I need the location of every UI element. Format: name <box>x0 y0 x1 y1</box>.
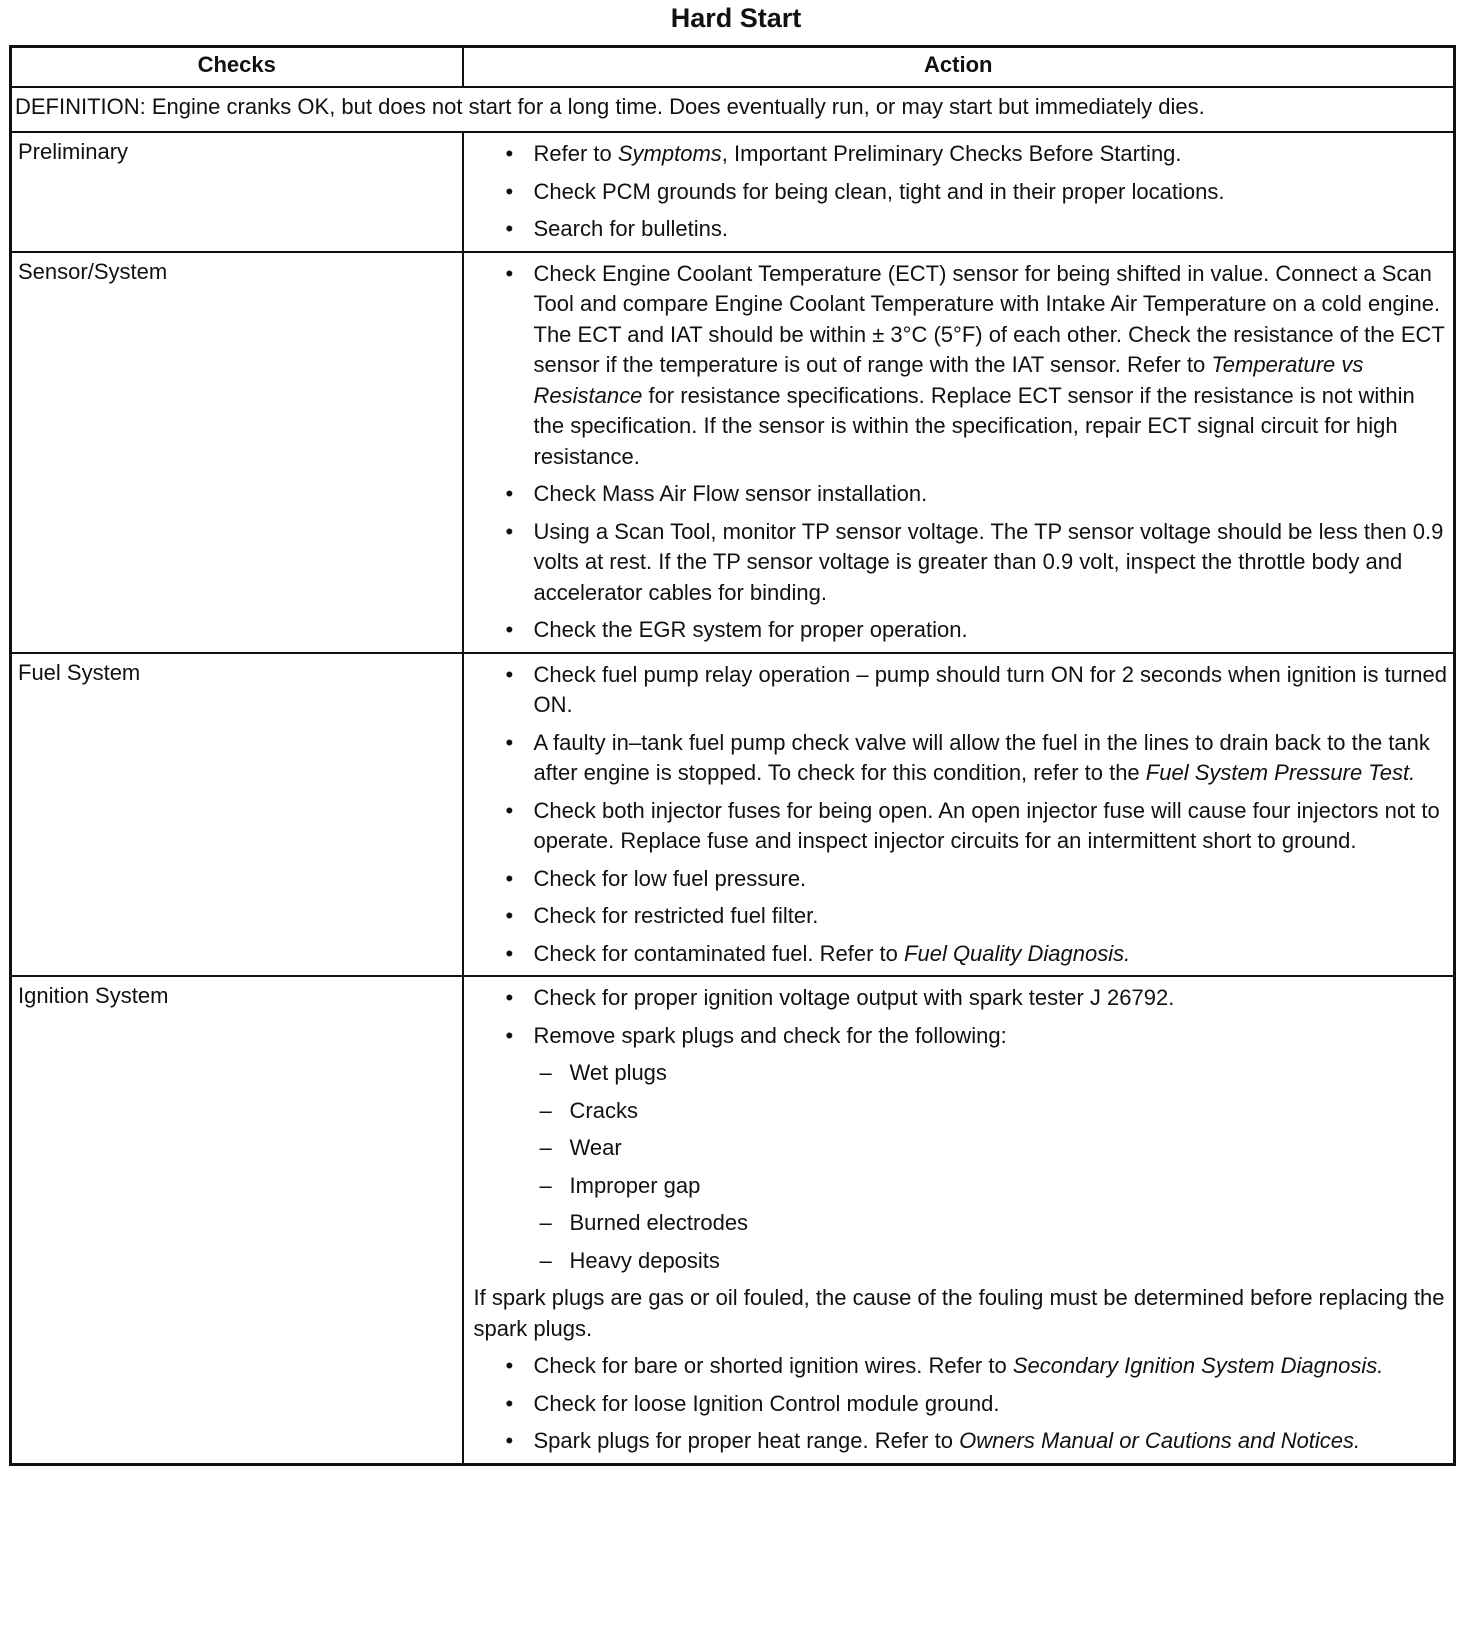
list-item: • Check for proper ignition voltage output with spark tester J 26792. <box>472 983 1450 1014</box>
list-item: – Heavy deposits <box>472 1246 1450 1277</box>
action-cell-fuel-system <box>463 653 1455 977</box>
list-item: • Refer to Symptoms, Important Preliminary Checks Before Starting. <box>472 139 1450 170</box>
list-item: • Check for contaminated fuel. Refer to Fuel Quality Diagnosis. <box>472 939 1450 970</box>
check-label-preliminary: Preliminary <box>11 132 463 252</box>
list-item: – Improper gap <box>472 1171 1450 1202</box>
list-item: • Check Mass Air Flow sensor installation. <box>472 479 1450 510</box>
table-row <box>11 132 1455 252</box>
action-cell-ignition-system <box>463 976 1455 1464</box>
list-item: • Spark plugs for proper heat range. Refer to Owners Manual or Cautions and Notices. <box>472 1426 1450 1457</box>
header-row <box>11 47 1455 88</box>
header-checks: Checks <box>11 47 463 88</box>
list-item: • Using a Scan Tool, monitor TP sensor voltage. The TP sensor voltage should be less then 0.9 volts at rest. If the TP sensor voltage is greater than 0.9 volt, inspect the throttle body and accelerator cables for binding. <box>472 517 1450 609</box>
hard-start-table <box>9 45 1456 1466</box>
table-row <box>11 653 1455 977</box>
check-label-sensor-system: Sensor/System <box>11 252 463 653</box>
list-item: – Burned electrodes <box>472 1208 1450 1239</box>
fouling-note: If spark plugs are gas or oil fouled, the cause of the fouling must be determined before replacing the spark plugs. <box>473 1285 1445 1341</box>
list-item: • A faulty in–tank fuel pump check valve will allow the fuel in the lines to drain back to the tank after engine is stopped. To check for this condition, refer to the Fuel System Pressure Test. <box>472 728 1450 789</box>
page-title: Hard Start <box>670 3 802 33</box>
table-row <box>11 976 1455 1464</box>
list-item: • Check for low fuel pressure. <box>472 864 1450 895</box>
list-item: • Check for restricted fuel filter. <box>472 901 1450 932</box>
list-item: • Search for bulletins. <box>472 214 1450 245</box>
table-row <box>11 252 1455 653</box>
list-item: – Wear <box>472 1133 1450 1164</box>
action-cell-sensor-system <box>463 252 1455 653</box>
list-item: – Wet plugs <box>472 1058 1450 1089</box>
list-item: • Check Engine Coolant Temperature (ECT) sensor for being shifted in value. Connect a Scan Tool and compare Engine Coolant Temperature with Intake Air Temperature on a cold engine. The ECT and IAT should be within ± 3°C (5°F) of each other. Check the resistance of the ECT sensor if the temperature is out of range with the IAT sensor. Refer to Temperature vs Resistance for resistance specifications. Replace ECT sensor if the resistance is not within the specification. If the sensor is within the specification, repair ECT signal circuit for high resistance. <box>472 259 1450 473</box>
list-item: – Cracks <box>472 1096 1450 1127</box>
list-item: • Check for bare or shorted ignition wires. Refer to Secondary Ignition System Diagnosis. <box>472 1351 1450 1382</box>
check-label-fuel-system: Fuel System <box>11 653 463 977</box>
spark-plug-conditions-list <box>472 1058 1450 1276</box>
action-cell-preliminary <box>463 132 1455 252</box>
list-item: • Check PCM grounds for being clean, tight and in their proper locations. <box>472 177 1450 208</box>
list-item: • Remove spark plugs and check for the following: <box>472 1021 1450 1052</box>
list-item: • Check for loose Ignition Control module ground. <box>472 1389 1450 1420</box>
check-label-ignition-system: Ignition System <box>11 976 463 1464</box>
list-item: • Check both injector fuses for being open. An open injector fuse will cause four injectors not to operate. Replace fuse and inspect injector circuits for an intermittent short to ground. <box>472 796 1450 857</box>
definition-text: DEFINITION: Engine cranks OK, but does not start for a long time. Does eventually run, or may start but immediately dies. <box>11 87 1455 132</box>
definition-row <box>11 87 1455 132</box>
header-action: Action <box>463 47 1455 88</box>
list-item: • Check fuel pump relay operation – pump should turn ON for 2 seconds when ignition is turned ON. <box>472 660 1450 721</box>
list-item: • Check the EGR system for proper operation. <box>472 615 1450 646</box>
